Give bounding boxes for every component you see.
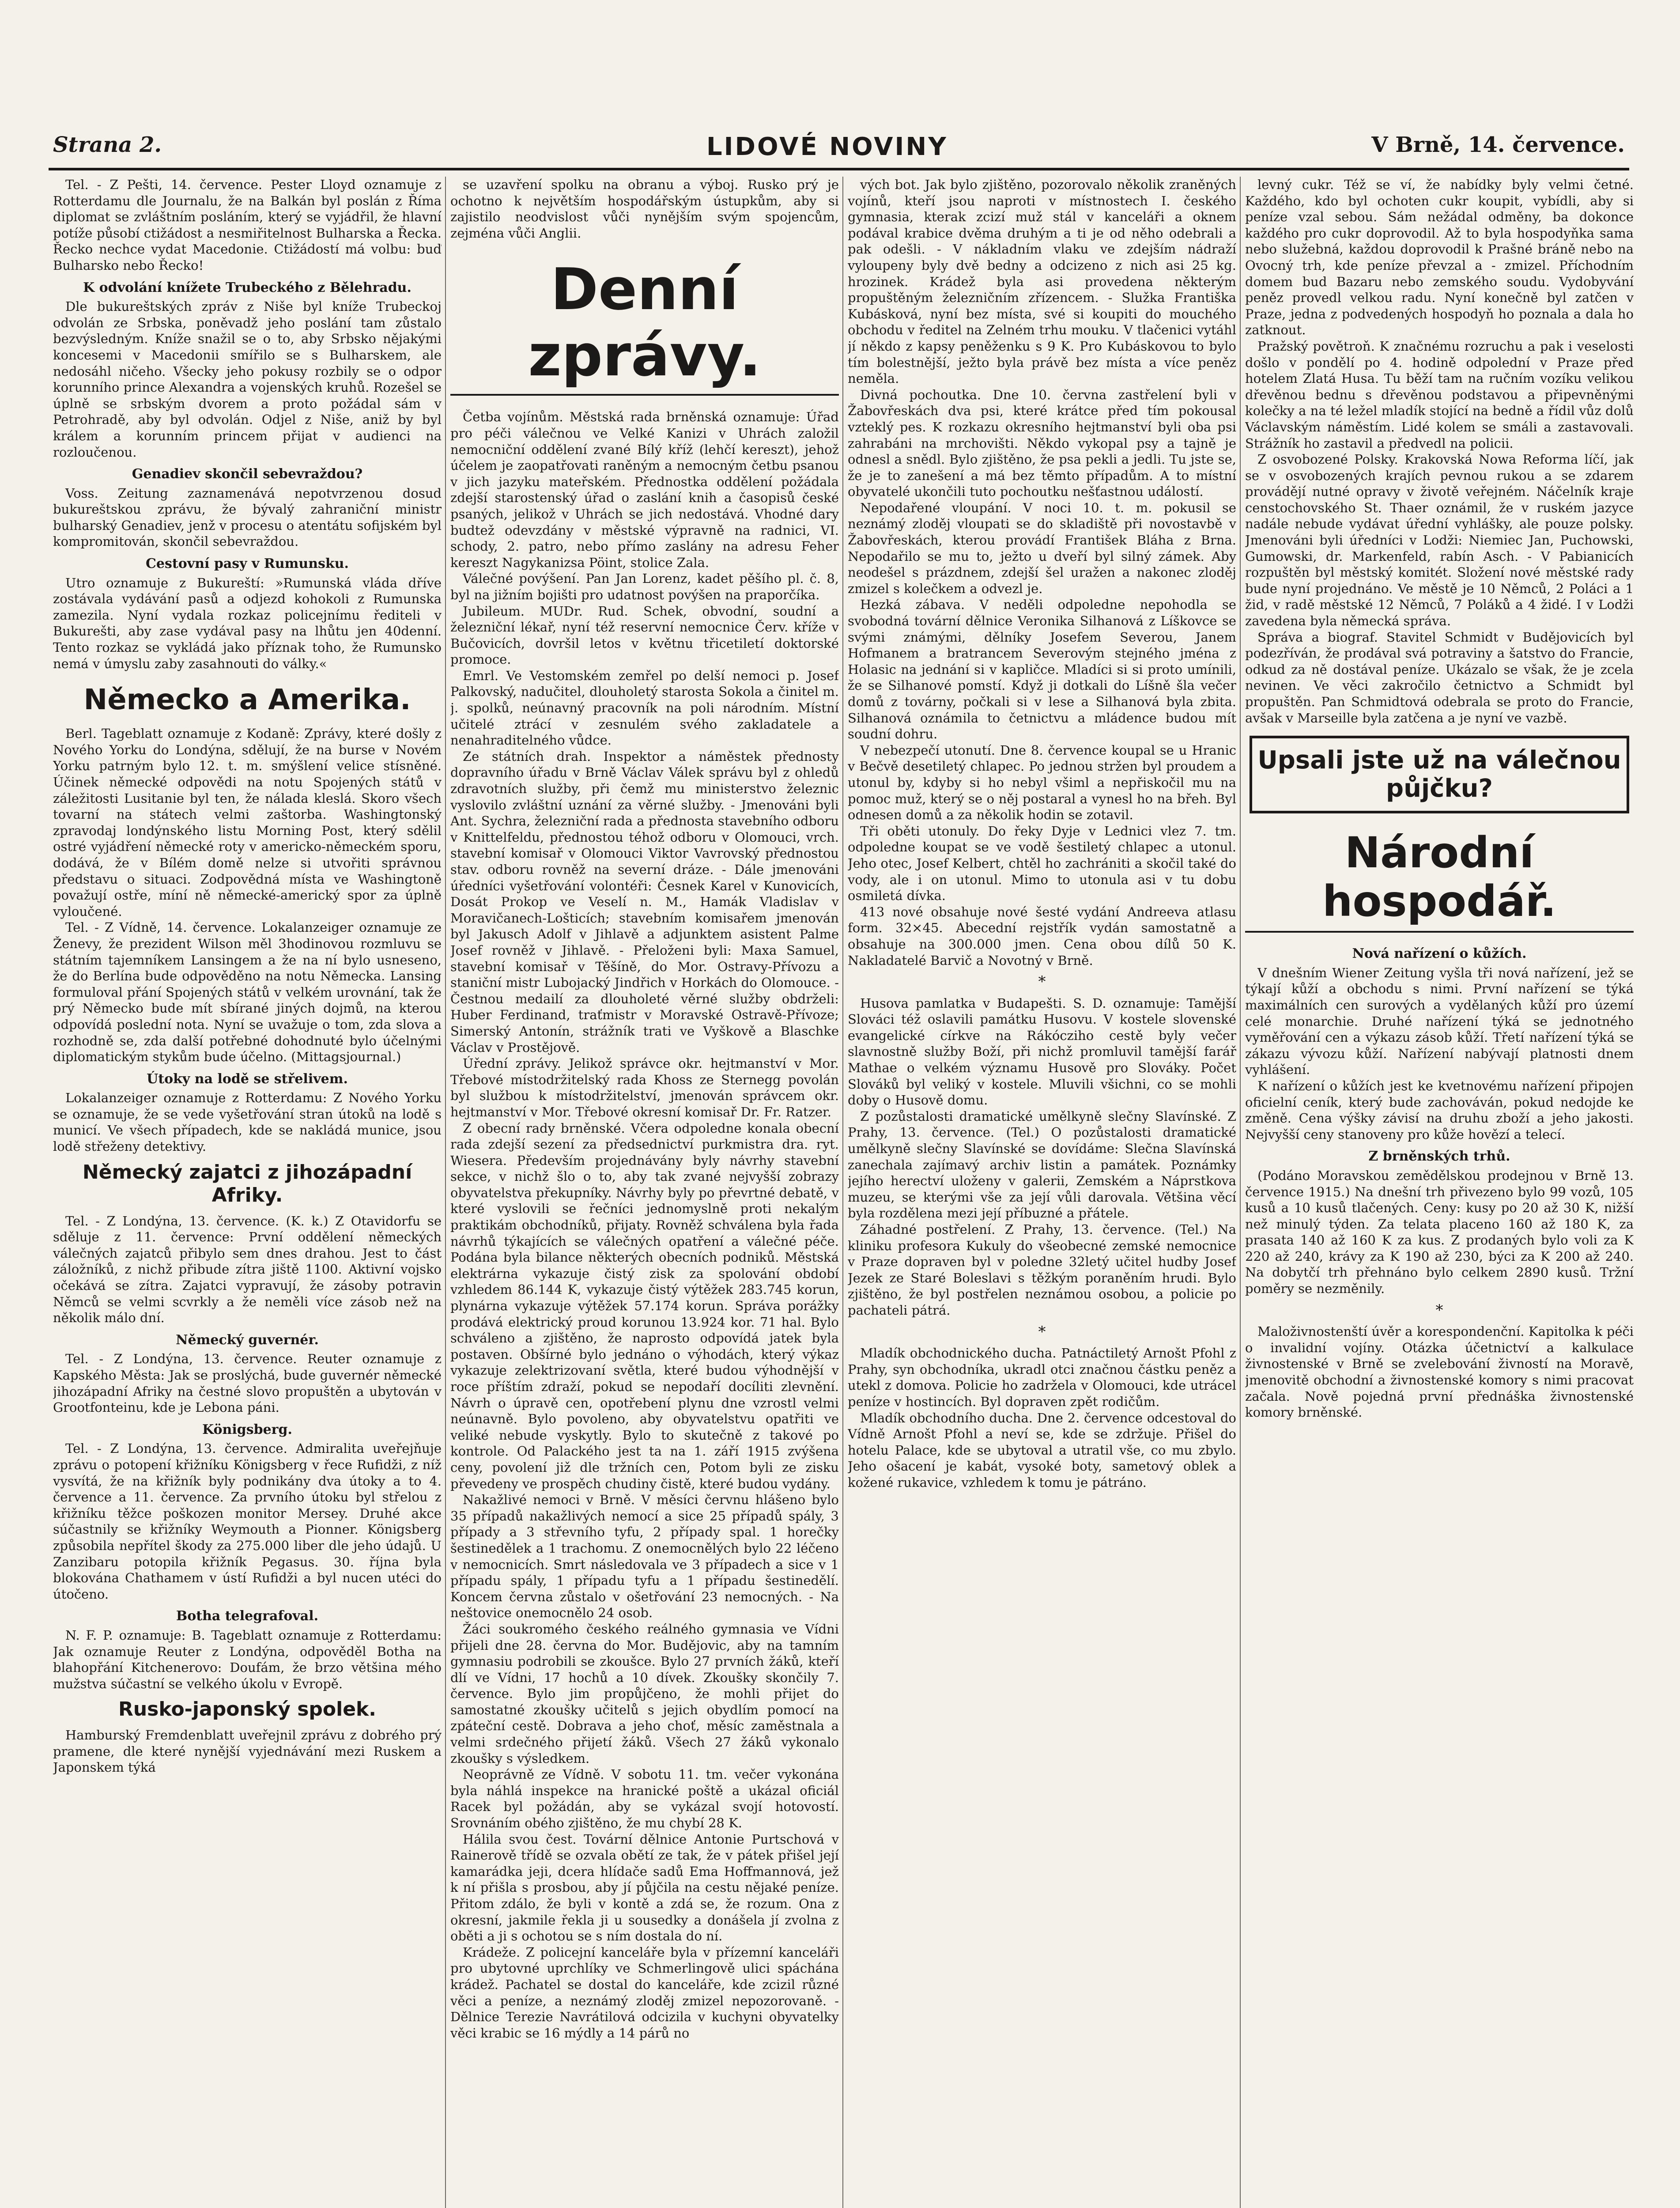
- column-divider: [445, 177, 446, 2208]
- article-text: Nepodařené vloupání. V noci 10. t. m. pokusil se neznámý zloděj vloupati se do skladiště při novostavbě v Žabovřeskách, kterou provádí František Bláha z Brna. Nepodařilo se mu to, ježto u dveří byl silný zámek. Aby neodešel s prázdnem, zdejší šel uražen a nakonec zloděj zmizel s kolečkem a odvezl je.: [848, 500, 1236, 596]
- article-text: Z osvobozené Polsky. Krakovská Nowa Reforma líčí, jak se v osvobozených krajích pevnou rukou a se zdarem provádějí nutné opravy v životě veřejném. Náčelník kraje censtochovského St. Thaer oznámil, že v ruském jazyce nadále nebude vydávat úřední vyhlášky, ale pouze polsky. Jmenováni byli úředníci v Lodži: Niemiec Jan, Puchowski, Gumowski, dr. Markenfeld, rabín Asch. - V Pabianicích rozpuštěn byl městský komitét. Složení nové městské rady bude nyní projednáno. Ve městě je 10 Němců, 2 Poláci a 1 žid, v radě městské 12 Němců, 7 Poláků a 4 židé. I v Lodži zavedena byla německá správa.: [1245, 452, 1634, 629]
- article-text: se uzavření spolku na obranu a výboj. Rusko prý je ochotno k největším hospodářským ústupkům, aby si zajistilo neodvislost vůči nynějším svým spojencům, zejména vůči Anglii.: [450, 177, 839, 241]
- article-text: K nařízení o kůžích jest ke kvetnovému nařízení připojen oficielní ceník, který bude zachováván, pokud nedojde ke změně. Cena výšky závisí na druhu zboží a jeho jakosti. Nejvyšší ceny stanoveny pro kůže hovězí a telecí.: [1245, 1078, 1634, 1142]
- separator-star: *: [1435, 1301, 1443, 1319]
- article-text: Hezká zábava. V neděli odpoledne nepohodla se svobodná tovární dělnice Veronika Silhanová z Líškovce se svými známými, dělníky Josefem Severou, Janem Hofmanem a bratrancem Severovým stejného jména z Holasic na jednání si v kapličce. Mladíci si si proto umínili, že se Silhanové pomstí. Když ji dotkali do Líšně šla večer domů z továrny, počkali si v lese a Silhanová byla zbita. Silhanová oznámila to četnictvu a mládence budou mít soudní dohru.: [848, 597, 1236, 742]
- article-text: Správa a biograf. Stavitel Schmidt v Budějovicích byl podezříván, že prodával svá potraviny a šatstvo do Francie, odkud za ně dostával peníze. Ukázalo se však, že je zcela nevinen. Ve věci zakročilo četnictvo a Schmidt byl propuštěn. Pan Schmidtová odebrala se proto do Francie, avšak v Marseille byla zatčena a je nyní ve vazbě.: [1245, 629, 1634, 726]
- article-text: N. F. P. oznamuje: B. Tageblatt oznamuje z Rotterdamu: Jak oznamuje Reuter z Londýna, odpověděl Botha na blahopřání Kitchenerovo: Doufám, že brzo většina mého mužstva súčastní se velkého úkolu v Evropě.: [53, 1627, 442, 1691]
- article-text: Tel. - Z Pešti, 14. července. Pester Lloyd oznamuje z Rotterdamu dle Journalu, že na Balkán byl poslán z Říma diplomat se zvláštním posláním, který se vyjádřil, že hlavní potíže působí ctižádost a nesmiřitelnost Bulharska a Řecka. Řecko nechce vydat Macedonie. Ctižádostí má volbu: buď Bulharsko nebo Řecko!: [53, 177, 442, 273]
- article-heading: Nová nařízení o kůžích.: [1352, 946, 1527, 962]
- section-headline: Denní zprávy.: [450, 256, 839, 396]
- article-text: Krádeže. Z policejní kanceláře byla v přízemní kanceláři pro ubytovné uprchlíky ve Schmerlingově ulici spáchána krádež. Pachatel se dostal do kanceláře, kde zcizil různé věci a peníze, a neznámý zloděj zmizel nepozorovaně. - Dělnice Terezie Navrátilová odcizila v kuchyni obyvatelky věci krabic se 16 mýdly a 14 párů no: [450, 1944, 839, 2041]
- section-headline: Německý zajatci z jihozápadní Afriky.: [82, 1161, 412, 1206]
- article-text: Mladík obchodnického ducha. Patnáctiletý Arnošt Pfohl z Prahy, syn obchodníka, ukradl otci značnou částku peněz a utekl z domova. Policie ho zadržela v Olomouci, kde utrácel peníze v hostincích. Byl dopraven zpět rodičům.: [848, 1346, 1236, 1409]
- article-text: Tel. - Z Londýna, 13. července. Reuter oznamuje z Kapského Města: Jak se proslýchá, bude guvernér německé jihozápadní Afriky na čestné slovo propuštěn a ubytován v Grootfonteinu, kde je Lebona páni.: [53, 1351, 442, 1415]
- page-number: Strana 2.: [53, 132, 162, 157]
- article-text: Utro oznamuje z Bukureští: »Rumunská vláda dříve zostávala vydávání pasů a odjezd kohokoli z Rumunska zamezila. Nyní vydala rozkaz policejnímu řediteli v Bukurešti, aby zase vydával pasy na lhůtu jen 40denní. Tento rozkaz se vykládá jako příznak toho, že Rumunsko nemá v úmyslu zaby zasahnouti do války.«: [53, 575, 442, 671]
- article-text: Záhadné postřelení. Z Prahy, 13. července. (Tel.) Na kliniku profesora Kukuly do všeobecné zemské nemocnice v Praze dopraven byl v poledne 32letý učitel hudby Josef Jezek ze Staré Boleslavi s těžkým poraněním hrudi. Bylo zjištěno, že byl postřelen neznámou osobou, a policie po pachateli pátrá.: [848, 1222, 1236, 1318]
- article-text: Nakažlivé nemoci v Brně. V měsíci červnu hlášeno bylo 35 případů nakažlivých nemocí a sice 25 případů spály, 3 případy a 3 střevního tyfu, 2 případy spal. 1 horečky šestinedělek a 1 trachomu. Z onemocnělých bylo 22 léčeno v nemocnicích. Smrt následovala ve 3 případech a sice v 1 případu spály, 1 případu tyfu a 1 případu šestinedělí. Koncem června zůstalo v ošetřování 23 nemocných. - Na neštovice onemocnělo 24 osob.: [450, 1492, 839, 1621]
- column-divider: [1240, 177, 1241, 2208]
- dateline: V Brně, 14. července.: [1371, 132, 1625, 157]
- article-heading: Útoky na lodě se střelivem.: [147, 1071, 348, 1087]
- article-text: Ze státních drah. Inspektor a náměstek přednosty dopravního úřadu v Brně Václav Válek správu byl z ohledů zdravotních služby, při čemž mu ministerstvo železnic vyslovilo zvláštní uznání za věrné služby. - Jmenováni byli Ant. Sychra, železniční rada a přednosta stavebního odboru v Knittelfeldu, přednostou téhož odboru v Olomouci, vrch. stavební komisař v Olomouci Viktor Vavrovský přednostou stav. odboru rovněž na severní dráze. - Dále jmenováni úředníci vyšetřování volontéři: Česnek Karel v Kunovicích, Dosát Prokop ve Veselí n. M., Hamák Vladislav v Moravičanech-Lošticích; stavebním komisařem jmenován byl Jakusch Adolf v Jihlavě a adjunktem asistent Palme Josef rovněž v Jihlavě. - Přeloženi byli: Maxa Samuel, stavební komisař v Těšíně, do Mor. Ostravy-Přívozu a staniční mistr Lubojacký Jindřich v Horkách do Olomouce. - Čestnou medailí za dlouholeté věrné služby obdrželi: Huber Ferdinand, traťmistr v Moravské Ostravě-Přívoze; Simerský Antonín, strážník trati ve Vyškově a Blaschke Václav v Prostějově.: [450, 749, 839, 1055]
- article-text: Maloživnostenští úvěr a korespondenční. Kapitolka k péči o invalidní vojíny. Otázka účetnictví a kalkulace živnostenské v Brně se zvelebování živností na Moravě, jmenovitě obchodní a živnostenské komory s nimi pracovat začala. Nově pojedná první přednáška živnostenské komory brněnské.: [1245, 1324, 1634, 1420]
- article-heading: Genadiev skončil sebevraždou?: [132, 466, 363, 482]
- article-text: Dle bukureštských zpráv z Niše byl kníže Trubeckoj odvolán ze Srbska, poněvadž jeho poslání tam zůstalo bezvýsledným. Kníže snažil se o to, aby Srbsko nějakými koncesemi v Macedonii smířilo se s Bulharskem, ale nedosáhl ničeho. Všecky jeho pokusy rozbily se o odpor korunního prince Alexandra a vojenských kruhů. Rozešel se úplně se srbským dvorem a proto požádal sám v Petrohradě, aby byl odvolán. Odjel z Niše, aniž by byl králem a korunním princem přijat v audienci na rozloučenou.: [53, 299, 442, 460]
- article-text: levný cukr. Též se ví, že nabídky byly velmi četné. Každého, kdo byl ochoten cukr koupit, vybídli, aby si peníze vzal sebou. Sám nežádal odměny, ba dokonce každého pro cukr doprovodil. Až to byla hospodyňka sama nebo služebná, každou doprovodil k Prašné bráně nebo na Ovocný trh, kde peníze převzal a - zmizel. Příchodním domem bud Bazaru nebo zemského soudu. Vydobyvání peněz provedl velkou radu. Nyní konečně byl zatčen v Praze, jedna z podvedených hospodyň ho poznala a dala ho zatknout.: [1245, 177, 1634, 338]
- section-headline: Německo a Amerika.: [83, 684, 411, 717]
- article-text: Tel. - Z Vídně, 14. července. Lokalanzeiger oznamuje ze Ženevy, že prezident Wilson měl 3hodinovou rozmluvu se státním tajemníkem Lansingem a že na ní bylo usneseno, že do Berlína bude odpověděno na notu Německa. Lansing formuloval přání Spojených států v velkém urovnání, tak že prý Německo bude mít sbírané jiných dojmů, na kterou odpovídá poslední nota. Nyní se uvažuje o tom, zda slova a rozhodně se, zda další potřebné dohodnuté bylo účelnými diplomatickým stykům bude účelno. (Mittagsjournal.): [53, 920, 442, 1065]
- article-text: Hamburský Fremdenblatt uveřejnil zprávu z dobrého prý pramene, dle které nynější vyjednávání mezi Ruskem a Japonskem týká: [53, 1728, 442, 1775]
- article-text: Tel. - Z Londýna, 13. července. Admiralita uveřejňuje zprávu o potopení křižníku Königsberg v řece Rufidži, z níž vysvítá, že na křižník byly podnikány dva útoky a to 4. července a 11. července. Za prvního útoku byl střelou z křižníku těžce poškozen monitor Mersey. Druhé akce súčastnily se křižníky Weymouth a Pionner. Königsberg způsobila nepřítel škody za 275.000 liber dle jeho údajů. U Zanzibaru potopila křižník Pegasus. 30. října byla blokována Chathamem v ústí Rufidži a byl nucen utéci do útočeno.: [53, 1441, 442, 1602]
- article-text: V dnešním Wiener Zeitung vyšla tři nová nařízení, jež se týkají kůží a obchodu s nimi. První nařízení se týká maximálních cen surových a vydělaných kůží pro území celé monarchie. Druhé nařízení týká se jednotného vyměřování cen a výkazu zásob kůží. Třetí nařízení týká se zákazu vývozu kůží. Nařízení nabývají platnosti dnem vyhlášení.: [1245, 965, 1634, 1078]
- article-heading: Königsberg.: [202, 1422, 292, 1437]
- column-3: [848, 177, 1236, 2208]
- article-heading: Botha telegrafoval.: [176, 1608, 319, 1624]
- article-heading: Cestovní pasy v Rumunsku.: [146, 556, 349, 572]
- article-heading: Německý guvernér.: [176, 1332, 319, 1348]
- article-text: Divná pochoutka. Dne 10. června zastřelení byli v Žabovřeskách dva psi, které krátce před tím pokousal vzteklý pes. K rozkazu okresního hejtmanství byli oba psi zahrabáni na mrchovišti. Někdo vykopal psy a tajně je odnesl a snědl. Bylo zjištěno, že psa pekli a jedli. Tu jste se, že je to zanešení a má bez těmto případům. A to místní obyvatelé ukončili tuto pochoutku nešťastnou událostí.: [848, 387, 1236, 499]
- article-text: Pražský povětroň. K značnému rozruchu a pak i veselosti došlo v pondělí po 4. hodině odpolední v Praze před hotelem Zlatá Husa. Tu běží tam na ručním vozíku velikou dřevěnou bednu s dřevěnou podstavou a připevněnými kolečky a na té ležel mladík stojící na bedně a řídil vůz dolů Václavským náměstím. Lidé kolem se smáli a zastavovali. Strážník ho zastavil a předvedl na policii.: [1245, 338, 1634, 451]
- article-text: vých bot. Jak bylo zjištěno, pozorovalo několik zraněných vojínů, kteří jsou naproti v místnostech I. českého gymnasia, kterak zcizí muž stál v kanceláři a oknem podával krabice dvěma druhým a ti je od něho odebrali a pak odešli. - V nákladním vlaku ve zdejším nádraží vyloupeny byly dvě bedny a odcizeno z nich asi 25 kg. hrozinek. Krádež byla asi provedena některým propuštěným železničním zřízencem. - Služka Františka Kubásková, nyní bez místa, své si koupiti do mouchého obchodu v ředitel na Zelném trhu mouku. V tlačenici vytáhl jí někdo z kapsy peněženku s 9 K. Pro Kubáskovou to bylo tím bolestnější, ježto byla právě bez místa a více peněz neměla.: [848, 177, 1236, 386]
- article-text: Lokalanzeiger oznamuje z Rotterdamu: Z Nového Yorku se oznamuje, že se vede vyšetřování stran útoků na lodě s municí. Ve všech případech, kde se nakládá munice, jsou lodě střeženy detektivy.: [53, 1090, 442, 1154]
- article-text: Hálila svou čest. Tovární dělnice Antonie Purtschová v Rainerově třídě se ozvala obětí ze tak, že v pátek přišel její kamarádka jeji, dcera hlídače sadů Ema Hoffmannová, jež k ní přišla s prosbou, aby jí půjčila na cestu nějaké peníze. Přitom zdálo, že byli v kontě a zdá se, že rozum. Ona z okresní, jakmile řekla ji u sousedky a donášela jí zvolna z oběti a ji s ochotou se s ním dostala do ní.: [450, 1831, 839, 1944]
- article-text: Tel. - Z Londýna, 13. července. (K. k.) Z Otavidorfu se sděluje z 11. července: První oddělení německých válečných zajatců přibylo sem dnes drahou. Jest to část záložníků, z nichž přibude zítra jiště 1100. Aktivní vojsko očekává se zítra. Zajatci vypravují, že zásoby potravin Němců se velmi scvrkly a že neměli více zásob než na několik málo dní.: [53, 1213, 442, 1326]
- article-text: Úřední zprávy. Jelikož správce okr. hejtmanství v Mor. Třebové místodržitelský rada Khoss ze Sternegg povolán byl službou k místodržitelství, jmenován správcem okr. hejtmanství v Mor. Třebové okresní komisař Dr. Fr. Ratzer.: [450, 1056, 839, 1119]
- article-text: Z pozůstalosti dramatické umělkyně slečny Slavínské. Z Prahy, 13. července. (Tel.) O pozůstalosti dramatické umělkyně slečny Slavínské se dovídáme: Slečna Slavínská zanechala zajímavý archiv listin a památek. Poznámky jejího herectví uloženy v galerii, Zemském a Náprstkova muzeu, se kterými vše za její vůli darovala. Většina věcí byla rozdělena mezi její příbuzné a přátele.: [848, 1108, 1236, 1221]
- column-2: [450, 177, 839, 2208]
- newspaper-title: LIDOVÉ NOVINY: [706, 132, 948, 161]
- masthead: [53, 132, 1625, 163]
- article-text: 413 nové obsahuje nové šesté vydání Andreeva atlasu form. 32×45. Abecední rejstřík vydán samostatně a obsahuje na 300.000 jmen. Cena obou dílů 50 K. Nakladatelé Barvič a Novotný v Brně.: [848, 904, 1236, 968]
- masthead-rule: [49, 168, 1629, 170]
- article-text: Husova pamlatka v Budapešti. S. D. oznamuje: Tamější Slováci též oslavili památku Husovu. V kostele slovenské evangelické církve na Rákócziho cestě byly večer slavnostně služby Boží, při nichž promluvil tamější farář Mathae o velkém významu Husově pro Slováky. Počet Slováků byl veliký v kostele. Mluvili všichni, co se mohli doby o Husově domu.: [848, 995, 1236, 1108]
- article-text: Žáci soukromého českého reálného gymnasia ve Vídni přijeli dne 28. června do Mor. Budějovic, aby na tamním gymnasiu podrobili se zkoušce. Bylo 27 prvních žáků, kteří dlí ve Vídni, 17 hochů a 10 dívek. Zkoušky skončily 7. července. Bylo jim propůjčeno, že mohli přijet do samostatné zkoušky učitelů s jejich obydlím pomocí na zpáteční cestě. Dobrava a jeho choť, měsíc zaměstnala a velmi srdečného přijetí žáků. Všech 27 žáků vykonalo zkoušky s výsledkem.: [450, 1621, 839, 1766]
- article-text: Jubileum. MUDr. Rud. Schek, obvodní, soudní a železniční lékař, nyní též reservní nemocnice Červ. kříže v Bučovicích, dovršil letos v květnu třicetiletí doktorské promoce.: [450, 603, 839, 667]
- separator-star: *: [1038, 973, 1046, 991]
- article-text: Tři oběti utonuly. Do řeky Dyje v Lednici vlez 7. tm. odpoledne koupat se ve vodě šestiletý chlapec a utonul. Jeho otec, Josef Kelbert, chtěl ho zachrániti a skočil také do vody, ale i on utonul. Mimo to utonula asi v tu dobu osmiletá dívka.: [848, 823, 1236, 904]
- article-text: Voss. Zeitung zaznamenává nepotvrzenou dosud bukureštskou zprávu, že bývalý zahraniční ministr bulharský Genadiev, jenž v procesu o atentátu sofijském byl kompromitován, skončil sebevraždou.: [53, 485, 442, 549]
- section-headline: Rusko-japonský spolek.: [118, 1698, 377, 1721]
- article-text: (Podáno Moravskou zemědělskou prodejnou v Brně 13. července 1915.) Na dnešní trh přivezeno bylo 99 vozů, 105 kusů a 10 kusů tlačených. Ceny: kusy po 20 až 30 K, nižší než minulý týden. Za telata placeno 160 až 180 K, za prasata 140 až 160 K za kus. Z prodaných bylo voli za K 220 až 240, krávy za K 190 až 230, býci za K 200 až 240. Na dobytčí trh přehnáno bylo celkem 2890 kusů. Tržní poměry se nezměnily.: [1245, 1168, 1634, 1297]
- article-heading: K odvolání knížete Trubeckého z Bělehradu.: [83, 280, 412, 295]
- article-text: Berl. Tageblatt oznamuje z Kodaně: Zprávy, které došly z Nového Yorku do Londýna, sdělují, že na burse v Novém Yorku patrným bylo 12. t. m. smýšlení velice stísněné. Účinek německé odpovědi na notu Spojených států v záležitosti Lusitanie byl ten, že nálada kleslá. Skoro všech tovarní na státech velmi zaštorba. Washingtonský zpravodaj londýnského listu Morning Post, který sdělil ostré vyjádření německé roty v americko-německém sporu, dodává, že v Bílém domě nelze si utvořiti správnou představu o situaci. Zodpovědná místa ve Washingtoně považují ostře, míní ně německé-americký spor za úplně vyloučené.: [53, 726, 442, 919]
- column-divider: [842, 177, 843, 2208]
- article-text: Válečné povýšení. Pan Jan Lorenz, kadet pěšího pl. č. 8, byl na jižním bojišti pro udatnost povýšen na praporčíka.: [450, 571, 839, 602]
- separator-star: *: [1038, 1323, 1046, 1341]
- article-text: Emrl. Ve Vestomském zemřel po delší nemoci p. Josef Palkovský, nadučitel, dlouholetý starosta Sokola a činitel m. j. spolků, neúnavný pracovník na poli národním. Místní učitelé ztrácí v zesnulém svého zakladatele a nenahraditelného vůdce.: [450, 668, 839, 748]
- article-text: Mladík obchodního ducha. Dne 2. července odcestoval do Vídně Arnošt Pfohl a neví se, kde se zdržuje. Přišel do hotelu Palace, kde se ubytoval a utratil vše, co mu zbylo. Jeho ošacení je kabát, vysoké boty, sametový oblek a kožené rukavice, vzhledem k tomu je pátráno.: [848, 1410, 1236, 1490]
- column-4: [1245, 177, 1634, 2208]
- article-heading: Z brněnských trhů.: [1368, 1149, 1510, 1164]
- article-text: V nebezpečí utonutí. Dne 8. července koupal se u Hranic v Bečvě desetiletý chlapec. Po jednou stržen byl proudem a utonul by, kdyby si ho nebyl všiml a nepřiskočil mu na pomoc muž, který se o něj postaral a vynesl ho na břeh. Byl odnesen domů a za několik hodin se zotavil.: [848, 742, 1236, 823]
- article-text: Z obecní rady brněnské. Včera odpoledne konala obecní rada zdejší sezení za předsednictví purkmistra dra. ryt. Wiesera. Především projednávány byly návrhy stavební sekce, v nichž šlo o to, aby tak zvané nejvyšší zobrazy obyvatelstva překupníky. Návrhy byly po převrtné debatě, v které vyslovili se řečníci jednomyslně proti nekalým praktikám obchodníků, přijaty. Rovněž schválena byla řada návrhů týkajících se válečných opatření a válečné péče. Podána byla bilance některých obecních podniků. Městská elektrárna vykazuje čistý zisk za spolování období vzhledem 86.144 K, vykazuje čistý výtěžek 283.745 korun, plynárna vykazuje výtěžek 57.174 korun. Správa porážky prodává elektrický proud korunou 13.924 kor. 71 hal. Bylo schváleno a zjištěno, že naprosto odpovídá jatek byla postaven. Obšírné bylo jednáno o výhodách, který výkaz vykazuje zelektrizovaní světla, které budou výhodnější v roce příštím zdraží, pokud se nepodaří docíliti zlevnění. Návrh o úpravě cen, opotřebení plynu dne vzrostl velmi neúnavně. Bylo povoleno, aby obyvatelstvu opatřiti ve veliké nebude vyskytly. Bylo to skutečně z takové po kontrole. Od Palackého jest ta na 1. září 1915 zvýšena ceny, povolení již dle tržních cen, Potom byli ze zisku převedeny ve prospěch chudiny čistě, které budou vydány.: [450, 1120, 839, 1491]
- column-1: [53, 177, 442, 2208]
- article-text: Četba vojínům. Městská rada brněnská oznamuje: Úřad pro péči válečnou ve Velké Kanizi v Uhrách založil nemocniční oddělení zvané Bílý kříž (lehčí kereszt), jehož účelem je zaopatřovati raněným a nemocným četbu psanou v jich jazyku mateřském. Přednostka oddělení požádala zdejší starostenský úřad o zaslání knih a časopisů české psaných, jelikož v Uhrách se jich nedostává. Vhodné dary budtež odevzdány v městské výpravně na radnici, VI. schody, 2. patro, nebo přímo zaslány na adresu Feher kereszt Nagykanizsa Pöint, stolice Zala.: [450, 409, 839, 570]
- war-loan-notice: Upsali jste už na válečnou půjčku?: [1250, 736, 1629, 813]
- section-headline: Národní hospodář.: [1245, 828, 1634, 933]
- article-text: Neoprávně ze Vídně. V sobotu 11. tm. večer vykonána byla náhlá inspekce na hranické poště a ukázal oficiál Racek byl požádán, aby se vykázal svojí hotovostí. Srovnáním obého zjištěno, že mu chybí 28 K.: [450, 1767, 839, 1831]
